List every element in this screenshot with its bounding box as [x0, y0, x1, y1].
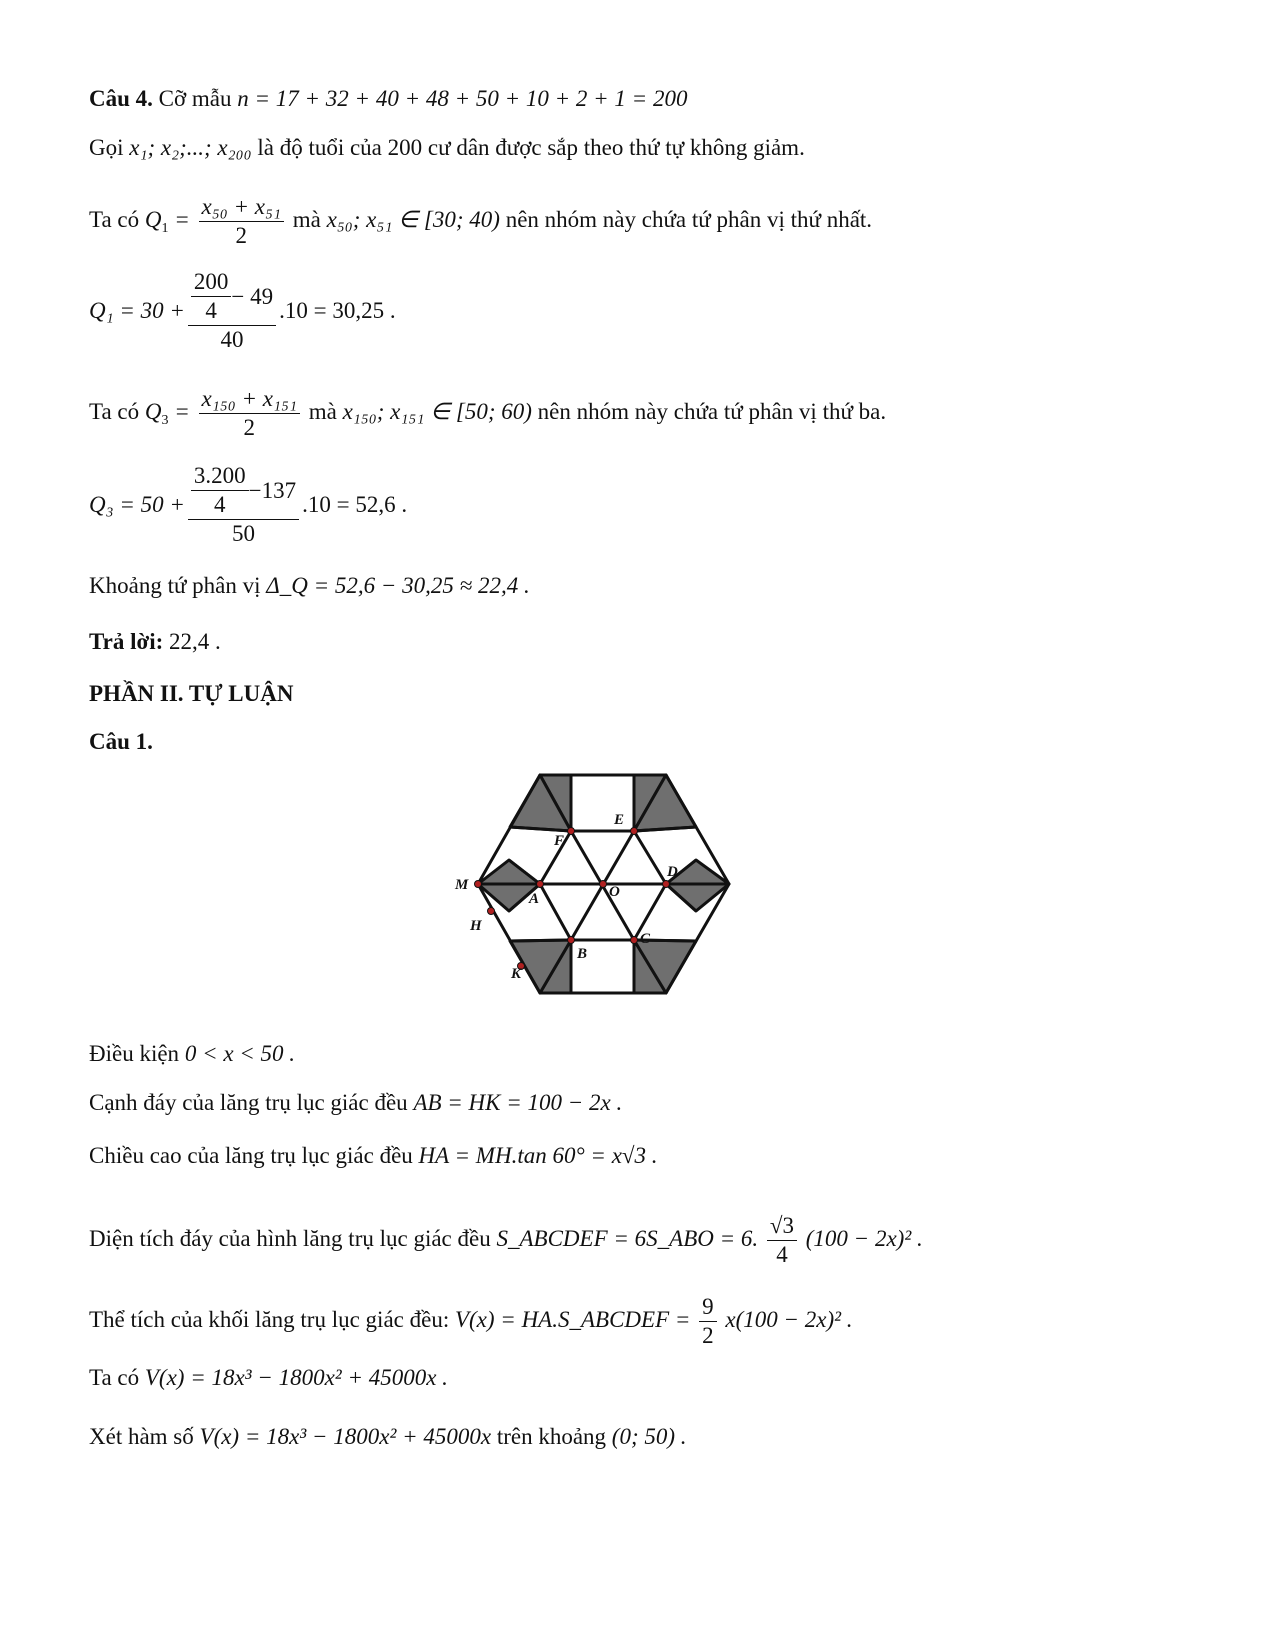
q3-big-fraction	[188, 462, 299, 548]
consider-line	[89, 1422, 687, 1452]
volume-rhs: x(100 − 2x)² .	[725, 1306, 853, 1332]
point-E	[631, 828, 638, 835]
volume-frac-num: 9	[699, 1293, 717, 1322]
q3-interval: x₁₅₀; x₁₅₁ ∈ [50; 60)	[342, 398, 532, 424]
label-O: O	[609, 884, 620, 900]
q3-text: nên nhóm này chứa tứ phân vị thứ ba.	[537, 398, 887, 424]
q1-fraction	[199, 193, 284, 250]
area-frac-num: √3	[767, 1212, 797, 1241]
range-equation: Δ_Q = 52,6 − 30,25 ≈ 22,4 .	[266, 573, 530, 598]
edge-text: Cạnh đáy của lăng trụ lục giác đều	[89, 1090, 408, 1115]
volume-fraction	[699, 1293, 717, 1350]
label-M: M	[455, 877, 469, 893]
q3-definition-line	[89, 385, 886, 442]
q1-text: nên nhóm này chứa tứ phân vị thứ nhất.	[505, 206, 873, 232]
height-eq: HA = MH.tan 60° = x√3 .	[418, 1143, 658, 1168]
height-line	[89, 1141, 658, 1171]
consider-mid: trên khoảng	[496, 1424, 607, 1449]
label-F: F	[554, 833, 565, 849]
label-K: K	[511, 966, 522, 982]
q1-interval: x₅₀; x₅₁ ∈ [30; 40)	[326, 206, 500, 232]
q1-big-denominator: 40	[220, 327, 244, 352]
q1-big-numerator	[188, 268, 276, 326]
q3-calc-suffix: .10 = 52,6 .	[302, 492, 408, 517]
edge-eq: AB = HK = 100 − 2x .	[413, 1090, 623, 1115]
area-text: Diện tích đáy của hình lăng trụ lục giác đều	[89, 1225, 491, 1251]
height-text: Chiều cao của lăng trụ lục giác đều	[89, 1143, 413, 1168]
consider-text: Xét hàm số	[89, 1424, 194, 1449]
q1-calculation	[89, 268, 396, 354]
expand-text: Ta có	[89, 1365, 140, 1390]
q3-symbol: $Q_3$ =	[144, 398, 190, 428]
answer-line	[89, 627, 221, 657]
age-variables: x₁; x₂;...; x₂₀₀	[129, 135, 252, 160]
point-A	[537, 881, 544, 888]
shade-left-1	[478, 860, 540, 884]
q1-minus: − 49	[231, 283, 274, 309]
q3-fraction-denominator: 2	[243, 415, 255, 440]
answer-label: Trả lời:	[89, 629, 164, 654]
q1-symbol: $Q_1$ =	[144, 206, 190, 236]
consider-interval: (0; 50) .	[611, 1424, 687, 1449]
label-D: D	[667, 864, 678, 880]
consider-eq: V(x) = 18x³ − 1800x² + 45000x	[199, 1424, 492, 1449]
q3-minus: −137	[248, 477, 297, 503]
part2-q1-label: Câu 1.	[89, 729, 153, 754]
hexagon-figure	[455, 770, 762, 1010]
q4-label: Câu 4.	[89, 86, 153, 111]
ma-word: mà	[292, 206, 321, 232]
q3-calc-prefix: Q₃ = 50 +	[89, 492, 185, 517]
q1-inner-den: 4	[205, 298, 217, 323]
ta-co-label-2: Ta có	[89, 398, 140, 424]
label-A: A	[529, 891, 540, 907]
area-fraction	[767, 1212, 797, 1269]
q4-intro: Cỡ mẫu	[158, 86, 232, 111]
edge-line	[89, 1088, 622, 1118]
condition-text: Điều kiện	[89, 1041, 180, 1066]
q1-calc-suffix: .10 = 30,25 .	[279, 298, 396, 323]
q3-calculation	[89, 462, 407, 548]
point-B	[568, 937, 575, 944]
point-M	[475, 881, 482, 888]
point-F	[568, 828, 575, 835]
label-C: C	[640, 931, 651, 947]
ma-word-2: mà	[308, 398, 337, 424]
fold-line	[510, 940, 571, 941]
goi-text: là độ tuổi của 200 cư dân được sắp theo thứ tự không giảm.	[257, 135, 805, 160]
area-rhs: (100 − 2x)² .	[805, 1225, 923, 1251]
q1-definition-line	[89, 193, 872, 250]
q1-fraction-numerator: x₅₀ + x₅₁	[199, 193, 284, 222]
q3-fraction	[199, 385, 300, 442]
ta-co-label: Ta có	[89, 206, 140, 232]
volume-text: Thể tích của khối lăng trụ lục giác đều:	[89, 1306, 450, 1332]
range-text: Khoảng tứ phân vị	[89, 573, 261, 598]
q1-inner-fraction	[191, 268, 232, 325]
q1-inner-num: 200	[191, 268, 232, 297]
q3-inner-num: 3.200	[191, 462, 249, 491]
condition-line	[89, 1039, 295, 1069]
label-H: H	[470, 918, 482, 934]
expand-line	[89, 1363, 448, 1393]
expand-eq: V(x) = 18x³ − 1800x² + 45000x .	[144, 1365, 448, 1390]
q1-calc-prefix: Q₁ = 30 +	[89, 298, 185, 323]
area-line	[89, 1212, 923, 1269]
q1-fraction-denominator: 2	[235, 223, 247, 248]
part2-heading: PHẦN II. TỰ LUẬN	[89, 681, 294, 706]
point-C	[631, 937, 638, 944]
goi-prefix: Gọi	[89, 135, 124, 160]
q1-big-fraction	[188, 268, 276, 354]
point-H	[488, 908, 495, 915]
volume-line	[89, 1293, 853, 1350]
condition-eq: 0 < x < 50 .	[184, 1041, 296, 1066]
label-E: E	[614, 812, 625, 828]
sample-size-equation: n = 17 + 32 + 40 + 48 + 50 + 10 + 2 + 1 = 200	[237, 86, 688, 111]
q3-inner-fraction	[191, 462, 249, 519]
volume-frac-den: 2	[702, 1323, 714, 1348]
q4-goi-line	[89, 133, 805, 163]
q3-big-denominator: 50	[232, 521, 256, 546]
interquartile-range-line	[89, 571, 530, 601]
answer-value: 22,4 .	[169, 629, 221, 654]
q3-fraction-numerator: x₁₅₀ + x₁₅₁	[199, 385, 300, 414]
point-D	[663, 881, 670, 888]
q4-sample-size-line	[89, 84, 687, 114]
point-O	[600, 881, 607, 888]
area-lhs: S_ABCDEF = 6S_ABO = 6.	[496, 1225, 759, 1251]
volume-lhs: V(x) = HA.S_ABCDEF =	[454, 1306, 691, 1332]
area-frac-den: 4	[776, 1242, 788, 1267]
label-B: B	[577, 946, 588, 962]
q3-big-numerator	[188, 462, 299, 520]
q3-inner-den: 4	[214, 492, 226, 517]
